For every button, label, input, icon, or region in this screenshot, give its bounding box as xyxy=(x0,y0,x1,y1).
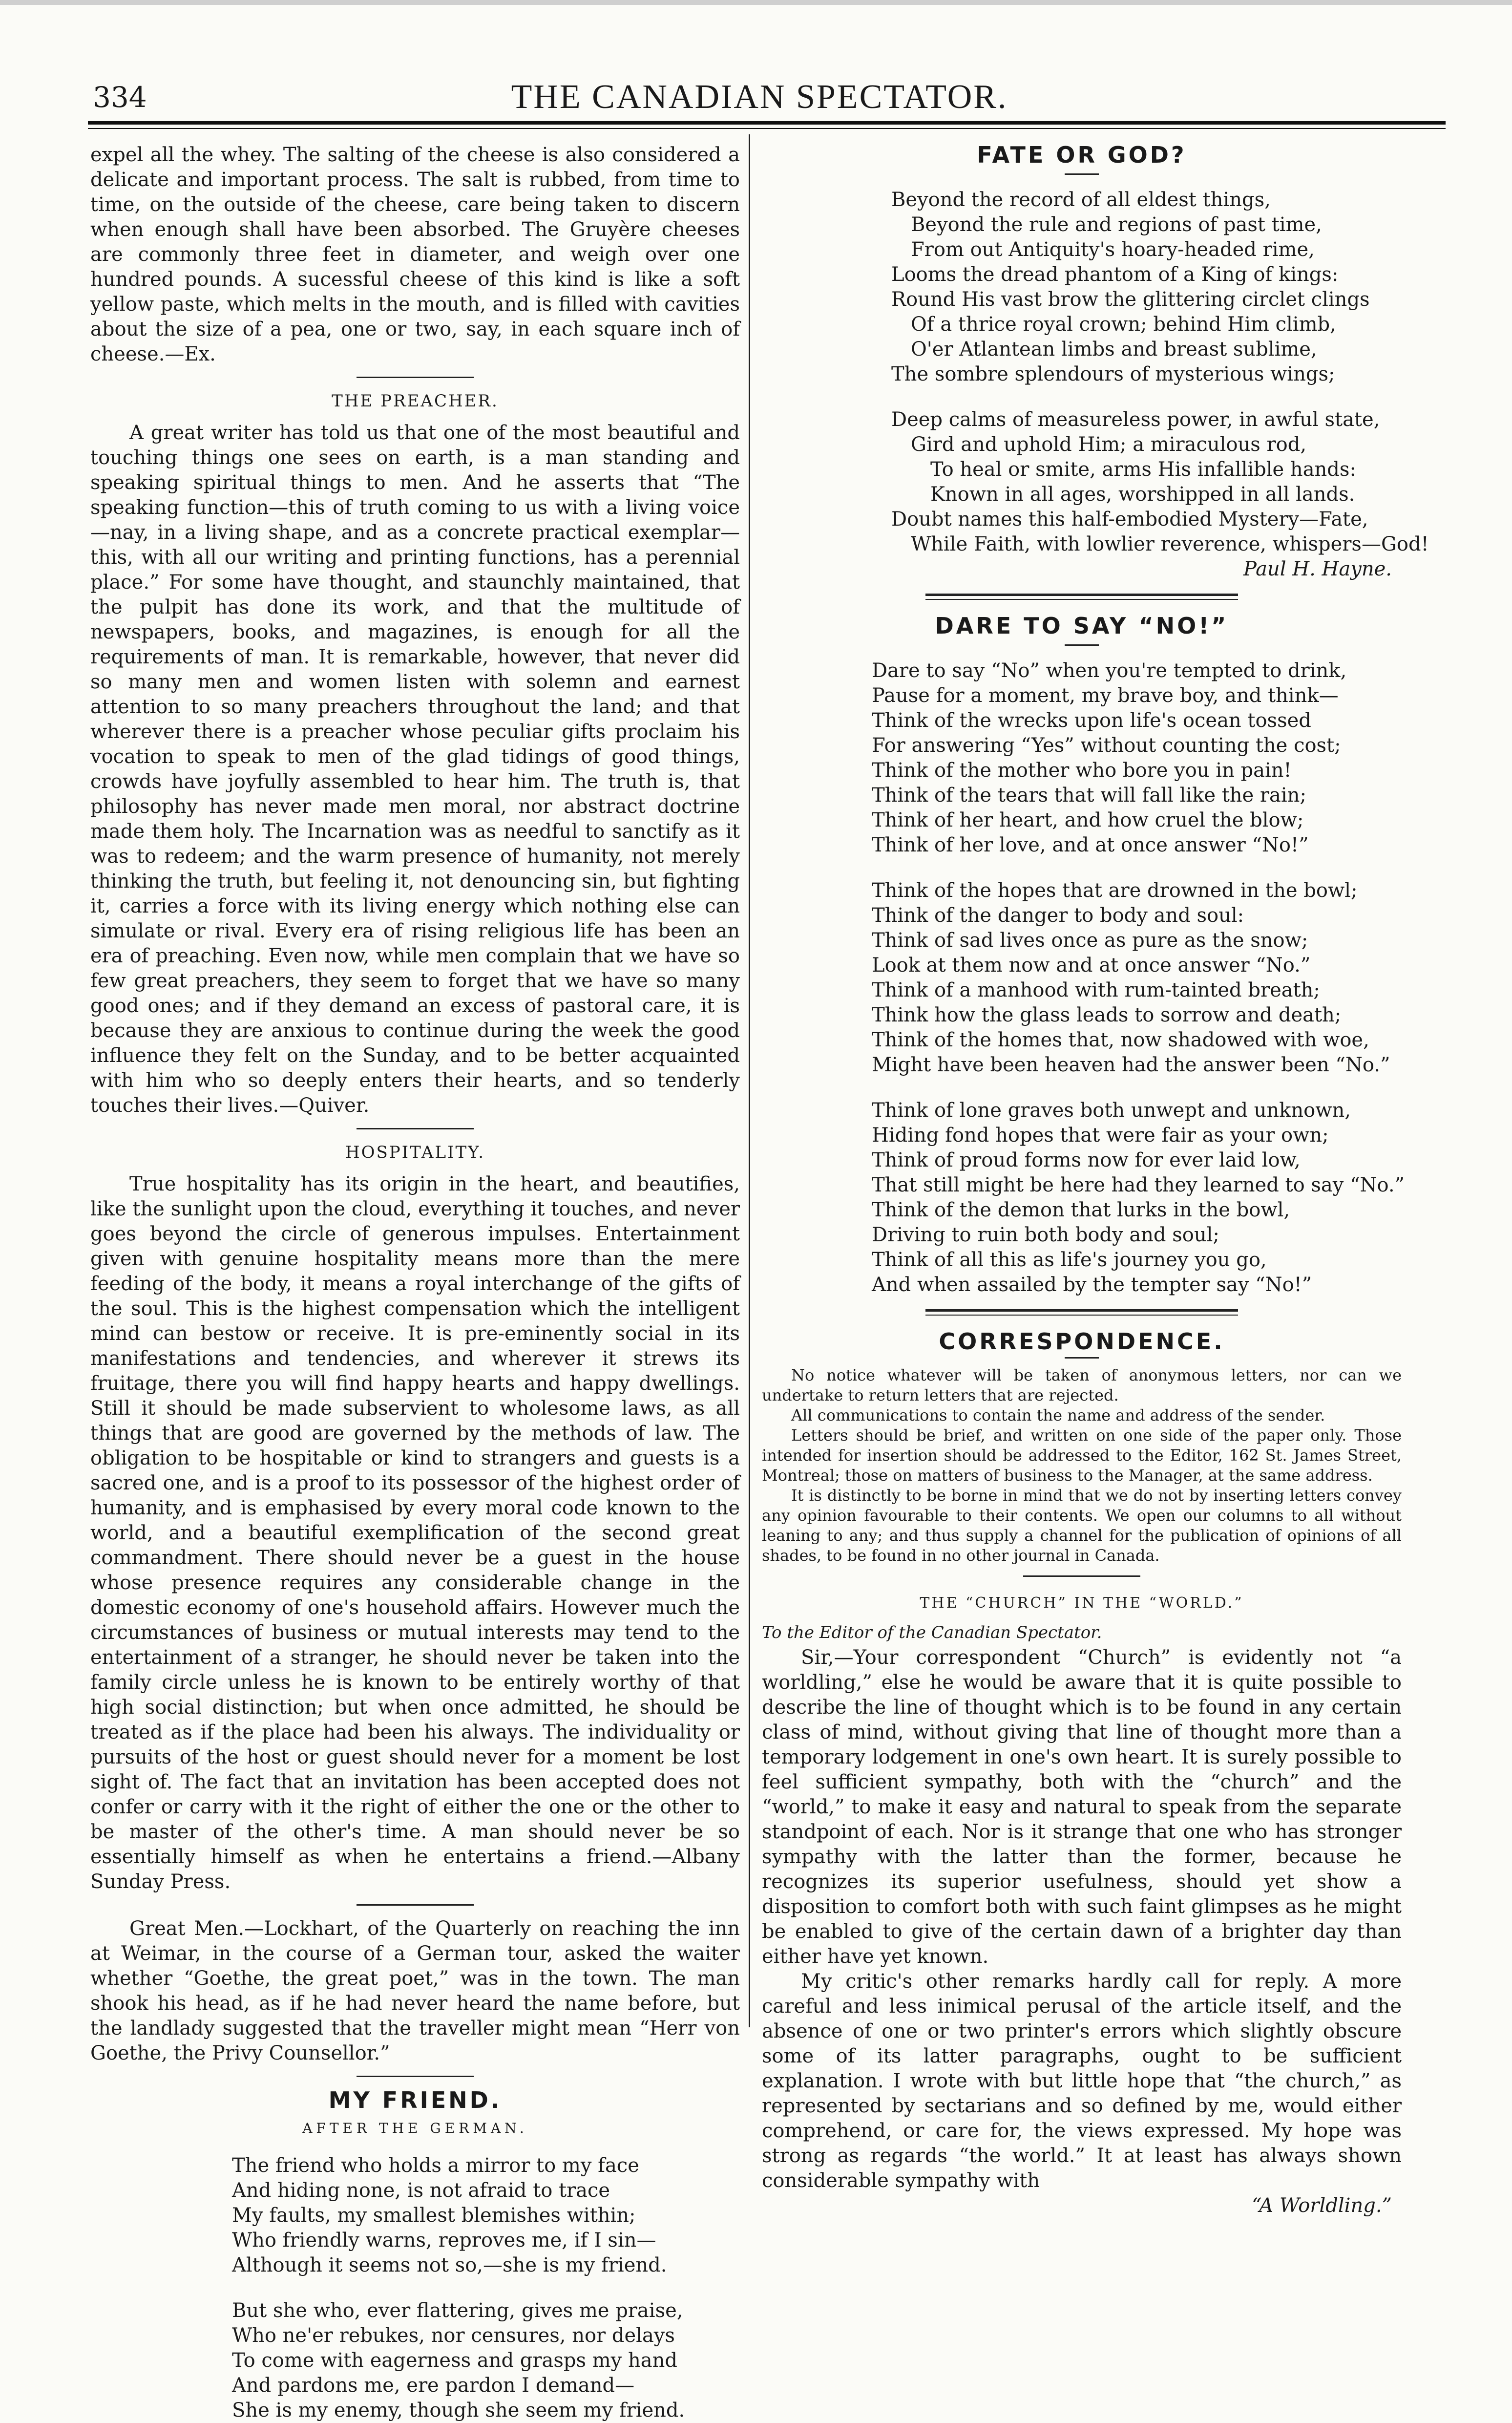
poem-line: That still might be here had they learned to say “No.” xyxy=(872,1174,1405,1196)
my-friend-stanza-1 xyxy=(232,2153,740,2278)
fate-stanza-1 xyxy=(891,188,1402,387)
letter-addressee: To the Editor of the Canadian Spectator. xyxy=(762,1623,1102,1642)
poem-line: From out Antiquity's hoary-headed rime, xyxy=(911,238,1315,261)
correspondence-title: CORRESPONDENCE. xyxy=(939,1328,1225,1355)
poem-line: Dare to say “No” when you're tempted to drink, xyxy=(872,659,1347,682)
poem-line: Who friendly warns, reproves me, if I sin— xyxy=(232,2229,656,2252)
dare-stanza-1 xyxy=(872,659,1402,858)
section-rule xyxy=(357,2076,474,2077)
notice-line: No notice whatever will be taken of anonymous letters, nor can we undertake to return letters that are rejected. xyxy=(762,1366,1402,1404)
poem-line: Think of the danger to body and soul: xyxy=(872,904,1244,927)
poem-line: Think of all this as life's journey you go, xyxy=(872,1249,1267,1271)
poem-line: Think of proud forms now for ever laid low, xyxy=(872,1149,1301,1171)
poem-line: The friend who holds a mirror to my face xyxy=(232,2154,639,2177)
poem-line: Deep calms of measureless power, in awful state, xyxy=(891,408,1380,431)
poem-line: Gird and uphold Him; a miraculous rod, xyxy=(911,433,1307,456)
poem-line: Beyond the record of all eldest things, xyxy=(891,189,1271,211)
my-friend-subtitle: AFTER THE GERMAN. xyxy=(302,2120,528,2136)
poem-line: The sombre splendours of mysterious wings; xyxy=(891,363,1335,385)
double-rule xyxy=(925,594,1238,600)
poem-line: Beyond the rule and regions of past time, xyxy=(911,213,1322,236)
letter-signature: “A Worldling.” xyxy=(1251,2194,1392,2217)
section-rule xyxy=(1023,1575,1140,1577)
great-men-text: Great Men.—Lockhart, of the Quarterly on reaching the inn at Weimar, in the course of a German tour, asked the waiter whether “Goethe, the great poet,” was in the town. The man shook his head, as if he had never heard the name before, but the landlady suggested that the traveller might mean “Herr von Goethe, the Privy Counsellor.” xyxy=(90,1917,740,2064)
hospitality-text: True hospitality has its origin in the heart, and beautifies, like the sunlight upon the cloud, everything it touches, and never goes beyond the circle of generous impulses. Entertainment given with genuine hospitality means more than the mere feeding of the body, it means a royal interchange of the gifts of the soul. This is the highest compensation which the intelligent mind can bestow or receive. It is pre-eminently social in its manifestations and tendencies, and wherever it strews its fruitage, there you will find happy hearts and happy dwellings. Still it should be made subservient to wholesome laws, as all things that are good are governed by the methods of law. The obligation to be hospitable or kind to strangers and guests is a sacred one, and is a proof to its possessor of the highest order of humanity, and is emphasised by every moral code known to the world, and a beautiful exemplification of the second great commandment. There should never be a guest in the house whose presence requires any considerable change in the domestic economy of one's household affairs. However much the circumstances of business or mutual interests may tend to the entertainment of a stranger, he should never be taken into the family circle unless he is known to be entirely worthy of that high social distinction; but when once admitted, he should be treated as if the place had been his always. The individuality or pursuits of the host or guest should never for a moment be lost sight of. The fact that an invitation has been accepted does not confer or carry with it the right of either the one or the other to be master of the other's time. A man should never be so essentially himself as when he entertains a friend.—Albany Sunday Press. xyxy=(90,1173,740,1893)
poem-line: Think of her love, and at once answer “No!” xyxy=(872,834,1309,856)
poem-line: Although it seems not so,—she is my friend. xyxy=(232,2254,667,2276)
poem-line: Think of her heart, and how cruel the blow; xyxy=(872,809,1304,831)
poem-line: To heal or smite, arms His infallible hands: xyxy=(930,458,1356,481)
double-rule xyxy=(925,1309,1238,1316)
poem-line: My faults, my smallest blemishes within; xyxy=(232,2204,636,2227)
poem-line: Might have been heaven had the answer been “No.” xyxy=(872,1054,1390,1076)
poem-line: Looms the dread phantom of a King of kings: xyxy=(891,263,1339,286)
poem-line: Think how the glass leads to sorrow and death; xyxy=(872,1004,1342,1026)
page-header xyxy=(88,78,1431,125)
poem-line: And when assailed by the tempter say “No!” xyxy=(872,1274,1312,1296)
poem-line: Known in all ages, worshipped in all lands. xyxy=(930,483,1355,506)
letter-paragraph: Sir,—Your correspondent “Church” is evidently not “a worldling,” else he would be aware that it is quite possible to describe the line of thought which is to be found in any certain class of mind, without giving that line of thought more than a temporary lodgement in one's own heart. It is surely possible to feel sufficient sympathy, both with the “church” and the “world,” to make it easy and natural to speak from the separate standpoint of each. Nor is it strange that one who has stronger sympathy with the latter than the former, because he recognizes its superior usefulness, should yet show a disposition to comfort both with such faint glimpses as he might be enabled to give of the certain dawn of a brighter day than either have yet known. xyxy=(762,1646,1402,1968)
notice-line: Letters should be brief, and written on one side of the paper only. Those intended for insertion should be addressed to the Editor, 162 St. James Street, Montreal; those on matters of business to the Manager, at the same address. xyxy=(762,1426,1402,1485)
poem-line: Think of the hopes that are drowned in the bowl; xyxy=(872,879,1358,902)
header-rule-thick xyxy=(88,121,1446,125)
preacher-text: A great writer has told us that one of the most beautiful and touching things one sees on earth, is a man standing and speaking spiritual things to men. And he asserts that “The speaking function—this of truth coming to us with a living voice—nay, in a living shape, and as a concrete practical exemplar—this, with all our writing and printing functions, has a perennial place.” For some have thought, and staunchly maintained, that the pulpit has done its work, and that the multitude of newspapers, books, and magazines, is enough for all the requirements of man. It is remarkable, however, that never did so many men and women listen with solemn and earnest attention to so many preachers throughout the land; and that wherever there is a preacher whose peculiar gifts proclaim his vocation to speak to men of the glad tidings of good things, crowds have joyfully assembled to hear him. The truth is, that philosophy has never made men moral, nor abstract doctrine made them holy. The Incarnation was as needful to sanctify as it was to redeem; and the warm presence of humanity, not merely thinking the truth, but feeling it, not denouncing sin, but fighting it, carries a force with its living energy which nothing else can simulate or rival. Every era of rising religious life has been an era of preaching. Even now, while men complain that we have so few great preachers, they seem to forget that we have so many good ones; and if they demand an excess of pastoral care, it is because they are anxious to continue during the week the good influence they felt on the Sunday, and to be better acquainted with him who so deeply enters their hearts, and so tenderly touches their lives.—Quiver. xyxy=(90,422,740,1117)
poem-line: Think of lone graves both unwept and unknown, xyxy=(872,1099,1351,1122)
section-rule xyxy=(357,1904,474,1906)
letter-title: THE “CHURCH” IN THE “WORLD.” xyxy=(920,1594,1244,1612)
header-rule-thin xyxy=(88,128,1446,129)
letter-paragraph: My critic's other remarks hardly call for reply. A more careful and less inimical perusal of the article itself, and the absence of one or two printer's errors which slightly obscure some of its latter paragraphs, ought to be sufficient explanation. I wrote with but little hope that “the church,” as represented by sectarians and so defined by me, would either comprehend, or care for, the views expressed. My hope was strong as regards “the world.” It at least has always shown considerable sympathy with xyxy=(762,1970,1402,2192)
poem-line: But she who, ever flattering, gives me praise, xyxy=(232,2299,683,2322)
poem-line: For answering “Yes” without counting the cost; xyxy=(872,734,1341,757)
poem-line: Think of the mother who bore you in pain! xyxy=(872,759,1292,782)
column-divider xyxy=(749,134,750,2027)
poem-line: To come with eagerness and grasps my hand xyxy=(232,2349,677,2372)
title-rule xyxy=(1065,173,1099,175)
scan-edge xyxy=(0,0,1512,5)
poem-line: Doubt names this half-embodied Mystery—Fate, xyxy=(891,508,1368,531)
poem-line: While Faith, with lowlier reverence, whispers—God! xyxy=(911,533,1429,555)
poem-line: Think of the homes that, now shadowed with woe, xyxy=(872,1029,1369,1051)
notice-line: All communications to contain the name and address of the sender. xyxy=(791,1406,1325,1424)
section-rule xyxy=(357,377,474,378)
poem-line: She is my enemy, though she seem my friend. xyxy=(232,2399,685,2422)
poem-line: Hiding fond hopes that were fair as your own; xyxy=(872,1124,1329,1147)
dare-stanza-3 xyxy=(872,1098,1405,1297)
poem-line: Think of the demon that lurks in the bowl, xyxy=(872,1199,1290,1221)
poem-line: And hiding none, is not afraid to trace xyxy=(232,2179,610,2202)
my-friend-title: MY FRIEND. xyxy=(328,2087,502,2113)
correspondence-notes xyxy=(762,1365,1402,1566)
poem-line: Who ne'er rebukes, nor censures, nor delays xyxy=(232,2324,675,2347)
poem-line: Of a thrice royal crown; behind Him climb, xyxy=(911,313,1336,336)
poem-line: Think of sad lives once as pure as the snow; xyxy=(872,929,1308,952)
poem-line: Look at them now and at once answer “No.” xyxy=(872,954,1311,977)
page-number: 334 xyxy=(93,81,147,114)
my-friend-stanza-2 xyxy=(232,2298,740,2423)
fate-stanza-2 xyxy=(891,407,1429,557)
cheese-paragraph: expel all the whey. The salting of the cheese is also considered a delicate and important process. The salt is rubbed, from time to time, on the outside of the cheese, care being taken to discern when enough shall have been absorbed. The Gruyère cheeses are commonly three feet in diameter, and weigh over one hundred pounds. A sucessful cheese of this kind is like a soft yellow paste, which melts in the mouth, and is filled with cavities about the size of a pea, one or two, say, in each square inch of cheese.—Ex. xyxy=(90,144,740,365)
poem-line: And pardons me, ere pardon I demand— xyxy=(232,2374,635,2397)
title-rule xyxy=(1065,644,1099,646)
right-column xyxy=(762,142,1429,2218)
dare-stanza-2 xyxy=(872,878,1402,1078)
poem-line: O'er Atlantean limbs and breast sublime, xyxy=(911,338,1317,361)
poem-line: Round His vast brow the glittering circlet clings xyxy=(891,288,1370,311)
fate-author: Paul H. Hayne. xyxy=(1243,558,1392,580)
preacher-title: THE PREACHER. xyxy=(332,391,499,411)
poem-line: Driving to ruin both body and soul; xyxy=(872,1224,1219,1246)
section-rule xyxy=(357,1128,474,1129)
fate-title: FATE OR GOD? xyxy=(977,142,1187,168)
title-rule xyxy=(1065,1357,1099,1359)
poem-line: Think of the tears that will fall like the rain; xyxy=(872,784,1306,807)
hospitality-title: HOSPITALITY. xyxy=(345,1143,485,1162)
masthead: THE CANADIAN SPECTATOR. xyxy=(511,78,1008,116)
notice-line: It is distinctly to be borne in mind that we do not by inserting letters convey any opinion favourable to their contents. We open our columns to all without leaning to any; and thus supply a channel for the publication of opinions of all shades, to be found in no other journal in Canada. xyxy=(762,1486,1402,1565)
poem-line: Pause for a moment, my brave boy, and think— xyxy=(872,684,1339,707)
poem-line: Think of a manhood with rum-tainted breath; xyxy=(872,979,1320,1001)
dare-title: DARE TO SAY “NO!” xyxy=(935,613,1229,639)
left-column xyxy=(90,143,740,2423)
poem-line: Think of the wrecks upon life's ocean tossed xyxy=(872,709,1311,732)
